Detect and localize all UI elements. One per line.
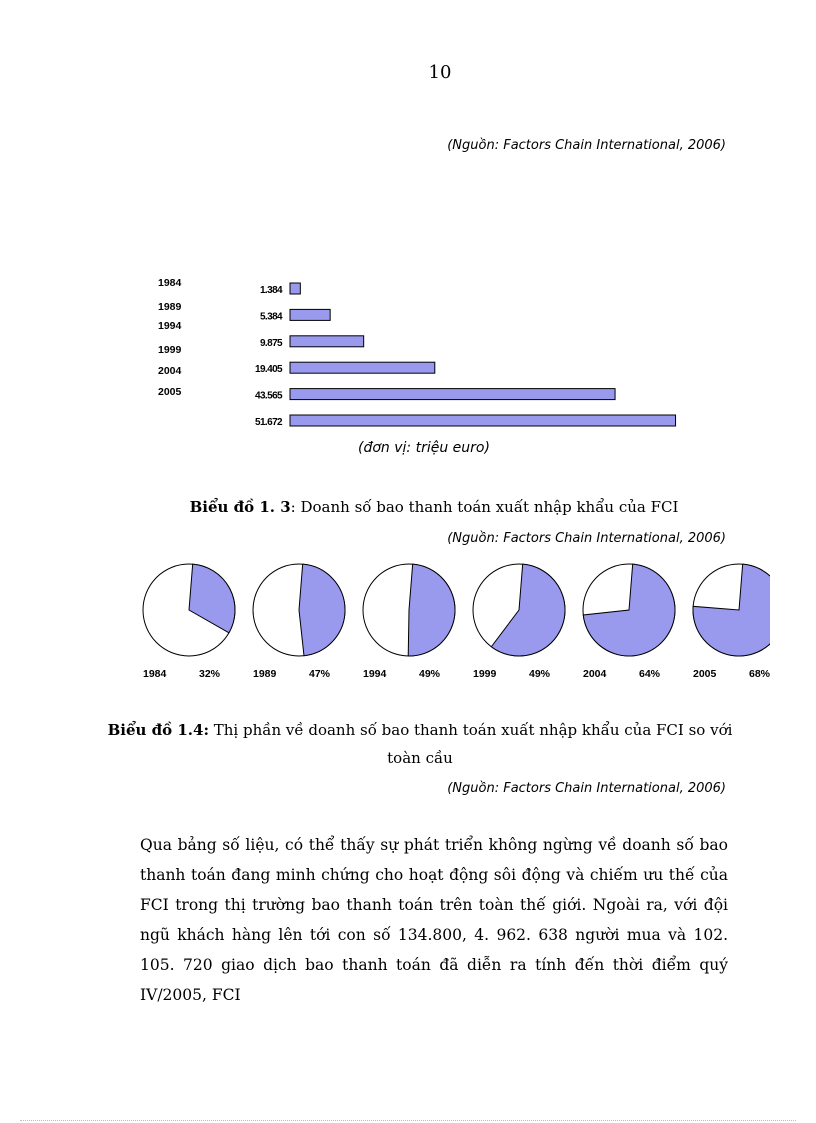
page-number: 10 — [428, 62, 452, 83]
bar-1999 — [290, 362, 435, 373]
pie-2005 — [693, 564, 770, 680]
bar-year-label-2004: 2004 — [158, 365, 182, 377]
caption-chart-1-4-line2: toàn cầu — [387, 749, 453, 767]
bar-value-label-2005: 51.672 — [255, 417, 282, 428]
pie-slice-fci-1989 — [299, 564, 345, 656]
pie-share-label-2005: 68% — [749, 668, 770, 680]
bar-value-label-1989: 5.384 — [259, 311, 282, 323]
source-note-chart-1-4: (Nguồn: Factors Chain International, 2006) — [447, 781, 726, 796]
caption-chart-1-4-number: Biểu đồ 1.4: — [107, 721, 209, 739]
bar-year-label-1999: 1999 — [158, 344, 182, 356]
bar-value-label-1994: 9.875 — [259, 337, 282, 349]
pie-1989 — [253, 564, 345, 680]
pie-share-label-1984: 32% — [199, 668, 221, 680]
source-note-top: (Nguồn: Factors Chain International, 2006) — [447, 138, 726, 153]
pie-share-label-1989: 47% — [309, 668, 331, 680]
caption-chart-1-4 — [100, 716, 740, 772]
pie-year-label-1984: 1984 — [143, 668, 167, 680]
bar-year-label-1984: 1984 — [158, 277, 182, 289]
pie-slice-fci-1994 — [408, 564, 455, 656]
page-bottom-divider — [20, 1120, 796, 1121]
pie-1994 — [363, 564, 455, 680]
bar-value-label-1999: 19.405 — [255, 364, 282, 376]
source-note-chart-1-3: (Nguồn: Factors Chain International, 2006) — [447, 531, 726, 546]
bar-1989 — [290, 309, 330, 320]
pie-year-label-1989: 1989 — [253, 668, 277, 680]
pie-1984 — [143, 564, 235, 680]
caption-chart-1-3 — [0, 498, 816, 516]
bar-value-label-2004: 43.565 — [255, 390, 282, 402]
caption-chart-1-3-text: : Doanh số bao thanh toán xuất nhập khẩu của FCI — [290, 498, 679, 516]
bar-1994 — [290, 336, 364, 347]
caption-chart-1-3-number: Biểu đồ 1. 3 — [189, 498, 291, 516]
pie-1999 — [473, 564, 565, 680]
caption-chart-1-4-text: Thị phần về doanh số bao thanh toán xuất nhập khẩu của FCI so với — [208, 721, 733, 739]
bar-year-label-1989: 1989 — [158, 301, 182, 313]
pie-chart-row — [130, 560, 770, 690]
bar-year-label-2005: 2005 — [158, 386, 182, 398]
body-paragraph: Qua bảng số liệu, có thể thấy sự phát triển không ngừng về doanh số bao thanh toán đang minh chứng cho hoạt động sôi động và chiếm ưu thế của FCI trong thị trường bao thanh toán trên toàn thế giới. Ngoài ra, với đội ngũ khách hàng lên tới con số 134.800, 4. 962. 638 người mua và 102. 105. 720 giao dịch bao thanh toán đã diễn ra tính đến thời điểm quý IV/2005, FCI — [140, 836, 728, 1004]
bar-1984 — [290, 283, 300, 294]
pie-year-label-2005: 2005 — [693, 668, 717, 680]
bar-value-label-1984: 1.384 — [259, 285, 282, 296]
bar-year-label-1994: 1994 — [158, 320, 182, 332]
bar-chart-unit: (đơn vị: triệu euro) — [358, 440, 490, 456]
bar-2004 — [290, 389, 615, 400]
pie-2004 — [583, 564, 675, 680]
pie-share-label-2004: 64% — [639, 668, 661, 680]
bar-chart — [150, 270, 710, 440]
pie-year-label-1994: 1994 — [363, 668, 387, 680]
pie-share-label-1994: 49% — [419, 668, 441, 680]
bar-2005 — [290, 415, 676, 426]
pie-year-label-2004: 2004 — [583, 668, 607, 680]
pie-year-label-1999: 1999 — [473, 668, 497, 680]
pie-share-label-1999: 49% — [529, 668, 551, 680]
